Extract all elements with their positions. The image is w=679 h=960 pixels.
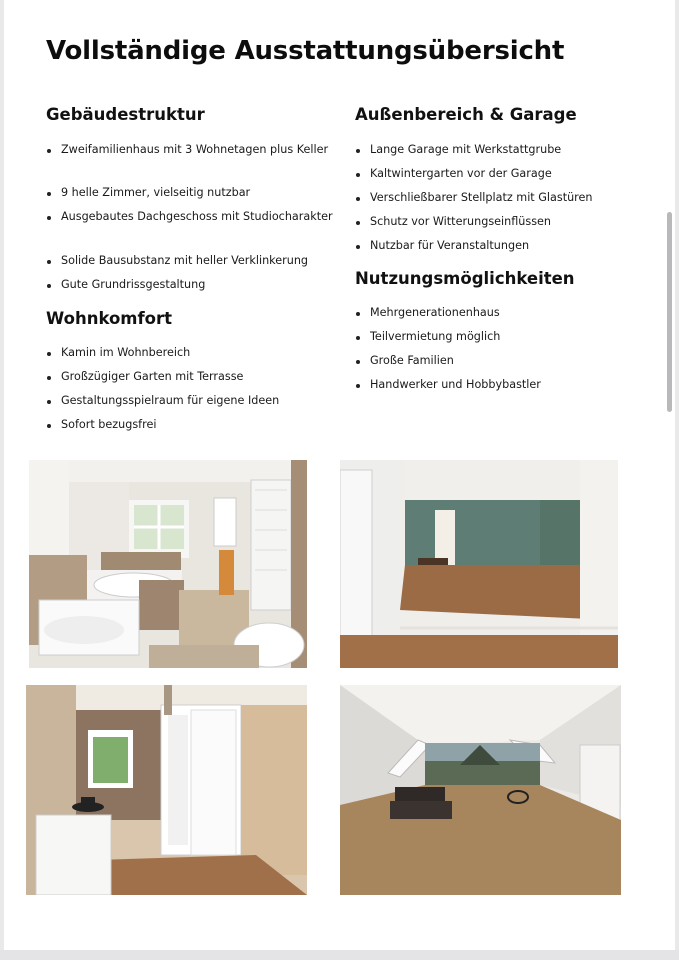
list-item: Ausgebautes Dachgeschoss mit Studiocharakter xyxy=(46,210,333,223)
section-heading-aussenbereich: Außenbereich & Garage xyxy=(355,105,577,124)
list-item: Kaltwintergarten vor der Garage xyxy=(355,167,552,180)
list-item: Mehrgenerationenhaus xyxy=(355,306,500,319)
page-title: Vollständige Ausstattungsübersicht xyxy=(46,36,565,66)
section-heading-wohnkomfort: Wohnkomfort xyxy=(46,309,173,328)
photo-green-room xyxy=(340,460,618,668)
list-item: Nutzbar für Veranstaltungen xyxy=(355,239,529,252)
document-page xyxy=(4,0,675,950)
list-item: Solide Bausubstanz mit heller Verklinkerung xyxy=(46,254,308,267)
list-item: Kamin im Wohnbereich xyxy=(46,346,190,359)
photo-attic-studio xyxy=(340,685,621,895)
list-item: Schutz vor Witterungseinflüssen xyxy=(355,215,551,228)
list-item: Teilvermietung möglich xyxy=(355,330,500,343)
list-item: Große Familien xyxy=(355,354,454,367)
photo-bathroom xyxy=(29,460,307,668)
list-item: Gestaltungsspielraum für eigene Ideen xyxy=(46,394,279,407)
list-item: Verschließbarer Stellplatz mit Glastüren xyxy=(355,191,593,204)
page-bottom-edge xyxy=(0,950,679,960)
list-item: Großzügiger Garten mit Terrasse xyxy=(46,370,243,383)
vertical-scrollbar[interactable] xyxy=(667,212,672,412)
section-heading-gebaeudestruktur: Gebäudestruktur xyxy=(46,105,205,124)
list-item: Sofort bezugsfrei xyxy=(46,418,156,431)
list-item: 9 helle Zimmer, vielseitig nutzbar xyxy=(46,186,250,199)
list-item: Handwerker und Hobbybastler xyxy=(355,378,541,391)
list-item: Zweifamilienhaus mit 3 Wohnetagen plus Keller xyxy=(46,143,328,156)
list-item: Lange Garage mit Werkstattgrube xyxy=(355,143,561,156)
list-item: Gute Grundrissgestaltung xyxy=(46,278,205,291)
section-heading-nutzungsmoeglichkeiten: Nutzungsmöglichkeiten xyxy=(355,269,575,288)
photo-bedroom-wardrobe xyxy=(26,685,307,895)
